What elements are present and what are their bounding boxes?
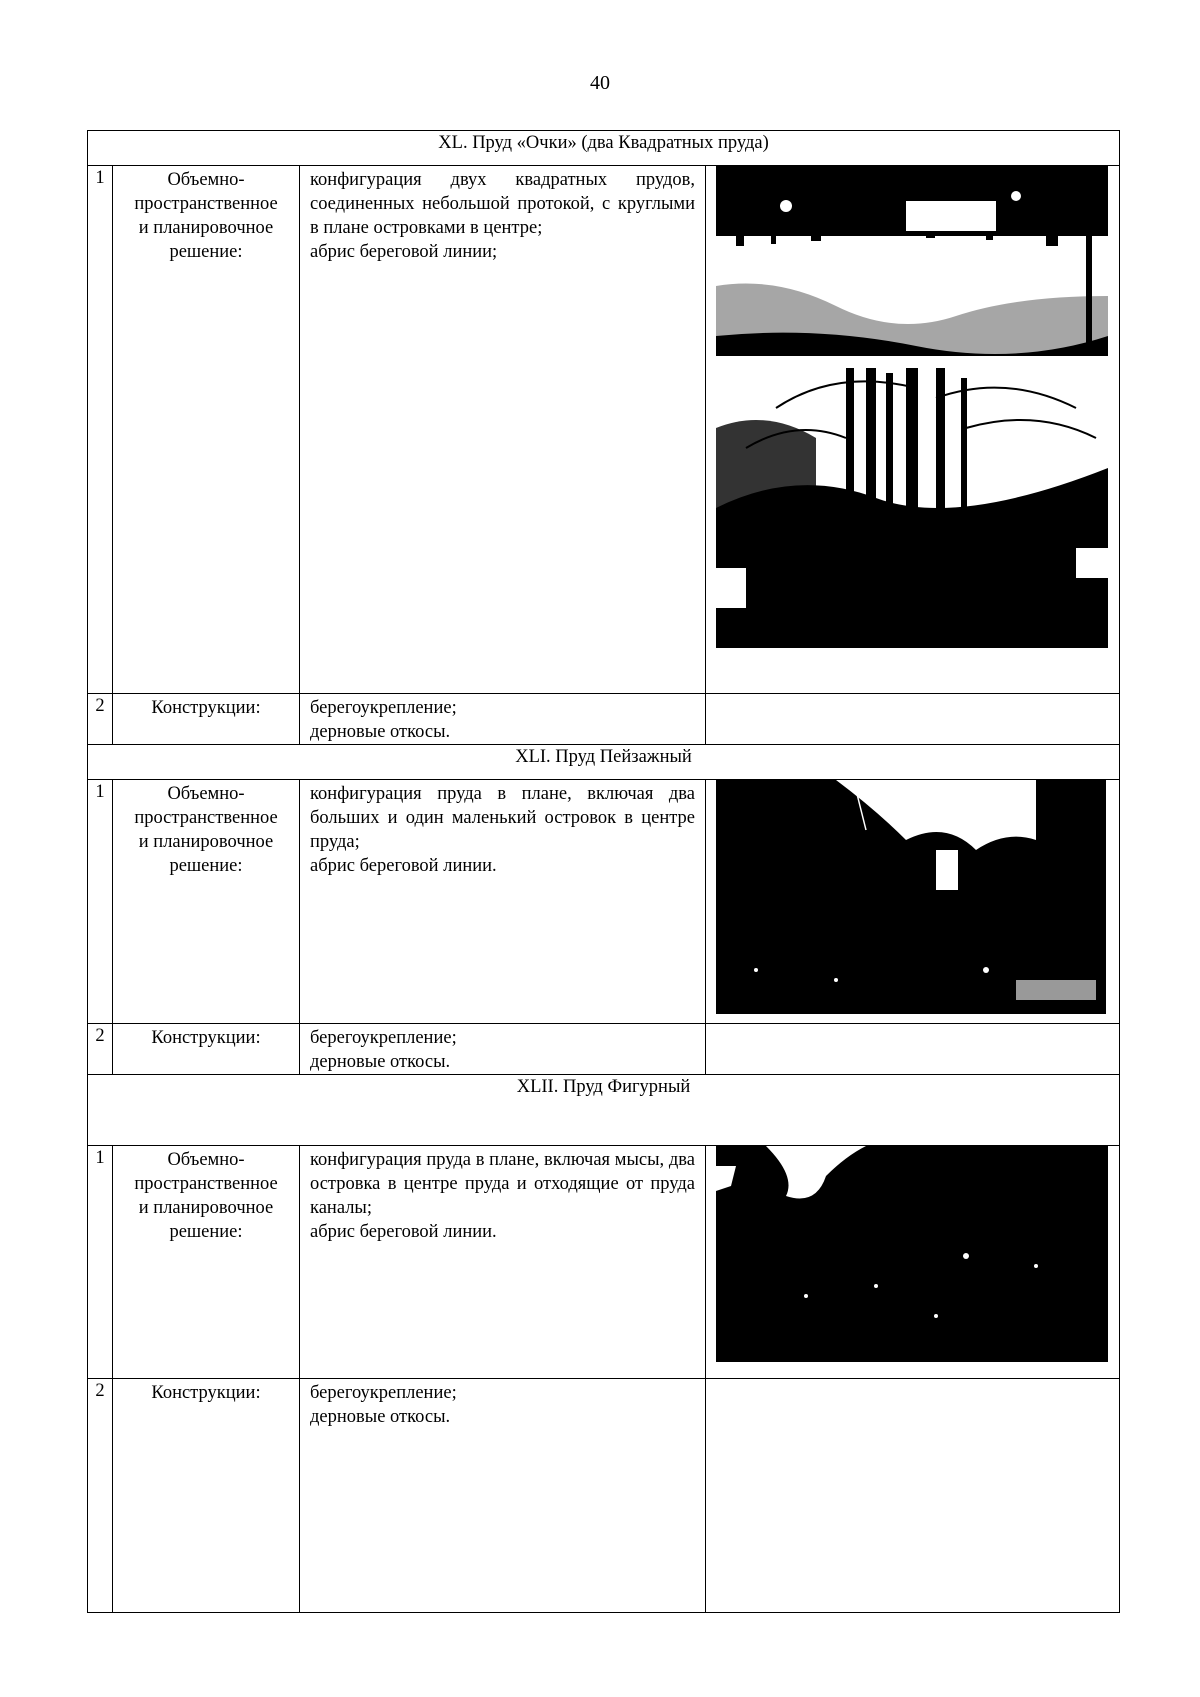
empty-cell <box>706 1379 1120 1613</box>
table-row <box>88 166 1120 694</box>
photo-cell <box>706 166 1120 694</box>
row-label: Объемно- пространственное и планировочное решение: <box>113 166 300 694</box>
photo-cell <box>706 1146 1120 1379</box>
row-description: берегоукрепление; дерновые откосы. <box>300 1024 706 1075</box>
table-row <box>88 1379 1120 1613</box>
page-number: 40 <box>590 72 610 94</box>
pond-photo-trees <box>716 368 1108 648</box>
table-row <box>88 780 1120 1024</box>
photo-cell <box>706 780 1120 1024</box>
row-number: 2 <box>88 1024 113 1075</box>
row-number: 1 <box>88 1146 113 1379</box>
table-row <box>88 1024 1120 1075</box>
section-header-xl <box>88 131 1120 166</box>
pond-photo-winter <box>716 166 1108 356</box>
row-description: берегоукрепление; дерновые откосы. <box>300 694 706 745</box>
row-label: Конструкции: <box>113 1379 300 1613</box>
pond-photo-figured <box>716 1146 1108 1362</box>
row-label: Объемно- пространственное и планировочное решение: <box>113 780 300 1024</box>
row-description: конфигурация пруда в плане, включая два больших и один маленький островок в центре пруда; абрис береговой линии. <box>300 780 706 1024</box>
empty-cell <box>706 694 1120 745</box>
section-header-xli <box>88 745 1120 780</box>
table-row <box>88 694 1120 745</box>
section-title: XLI. Пруд Пейзажный <box>88 745 1120 780</box>
table-row <box>88 1146 1120 1379</box>
row-description: конфигурация пруда в плане, включая мысы, два островка в центре пруда и отходящие от пруда каналы; абрис береговой линии. <box>300 1146 706 1379</box>
row-description: конфигурация двух квадратных прудов, соединенных небольшой протокой, с круглыми в плане островками в центре; абрис береговой линии; <box>300 166 706 694</box>
row-label: Конструкции: <box>113 694 300 745</box>
row-number: 1 <box>88 166 113 694</box>
row-number: 2 <box>88 694 113 745</box>
row-number: 1 <box>88 780 113 1024</box>
row-label: Объемно- пространственное и планировочное решение: <box>113 1146 300 1379</box>
ponds-table <box>87 130 1120 1613</box>
row-label: Конструкции: <box>113 1024 300 1075</box>
empty-cell <box>706 1024 1120 1075</box>
section-title: XL. Пруд «Очки» (два Квадратных пруда) <box>88 131 1120 166</box>
row-description: берегоукрепление; дерновые откосы. <box>300 1379 706 1613</box>
section-title: XLII. Пруд Фигурный <box>88 1075 1120 1146</box>
row-number: 2 <box>88 1379 113 1613</box>
section-header-xlii <box>88 1075 1120 1146</box>
pond-photo-landscape <box>716 780 1106 1014</box>
